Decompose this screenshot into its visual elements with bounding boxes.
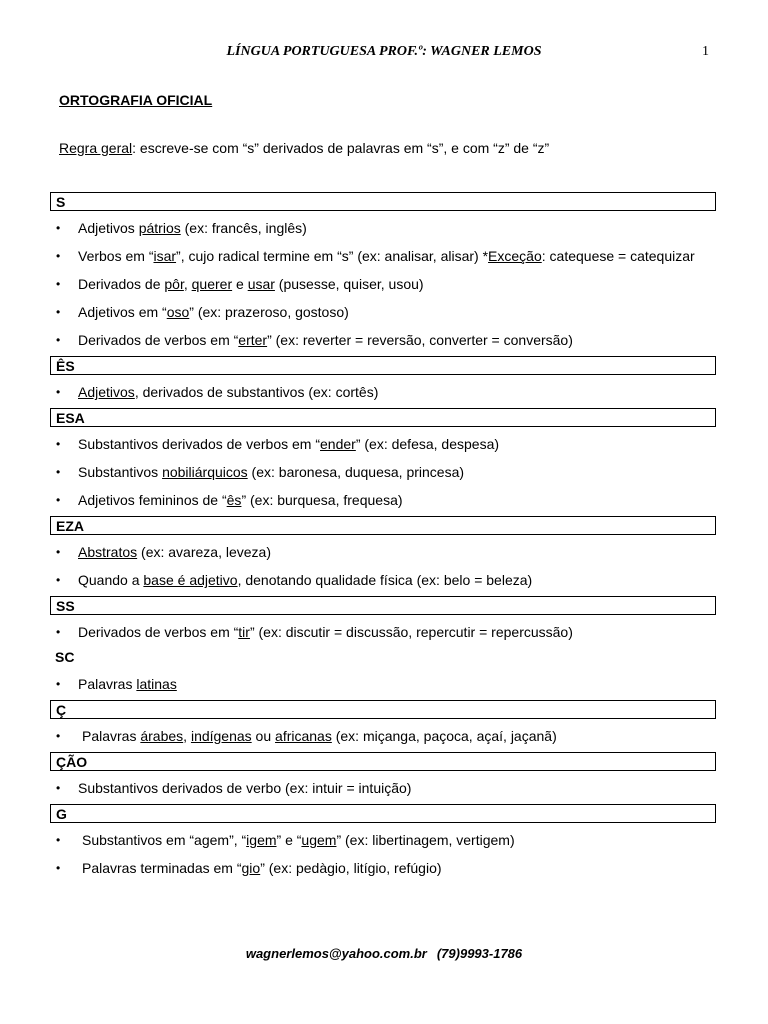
bullet-icon: • xyxy=(56,493,61,507)
bullet-icon: • xyxy=(56,385,61,399)
header-title: LÍNGUA PORTUGUESA PROF.º: WAGNER LEMOS xyxy=(226,44,542,59)
section-heading-g: G xyxy=(50,804,716,823)
footer-phone: (79)9993-1786 xyxy=(436,946,523,961)
section-heading-cao: ÇÃO xyxy=(50,752,716,771)
list-item: • Palavras árabes, indígenas ou africanas (ex: miçanga, paçoca, açaí, jaçanã) xyxy=(50,724,716,749)
list-item: • Adjetivos femininos de “ês” (ex: burquesa, frequesa) xyxy=(50,488,716,513)
list-item: • Palavras latinas xyxy=(50,672,716,697)
bullet-icon: • xyxy=(56,625,61,639)
section-heading-sc: SC xyxy=(55,649,75,665)
bullet-icon: • xyxy=(56,573,61,587)
bullet-icon: • xyxy=(56,833,61,847)
bullet-icon: • xyxy=(56,221,61,235)
section-heading-esa: ESA xyxy=(50,408,716,427)
rule-text: : escreve-se com “s” derivados de palavras em “s”, e com “z” de “z” xyxy=(132,140,550,156)
section-heading-es: ÊS xyxy=(50,356,716,375)
list-item: • Substantivos nobiliárquicos (ex: baronesa, duquesa, princesa) xyxy=(50,460,716,485)
footer-email[interactable]: wagnerlemos@yahoo.com.br xyxy=(245,946,427,961)
page-number: 1 xyxy=(702,44,709,59)
document-title: ORTOGRAFIA OFICIAL xyxy=(59,92,213,108)
list-item: • Adjetivos em “oso” (ex: prazeroso, gostoso) xyxy=(50,300,716,325)
bullet-icon: • xyxy=(56,861,61,875)
bullet-icon: • xyxy=(56,781,61,795)
section-heading-c-cedilla: Ç xyxy=(50,700,716,719)
general-rule xyxy=(59,140,549,156)
section-heading-ss: SS xyxy=(50,596,716,615)
list-item: • Derivados de pôr, querer e usar (pusesse, quiser, usou) xyxy=(50,272,716,297)
bullet-icon: • xyxy=(56,465,61,479)
bullet-icon: • xyxy=(56,333,61,347)
list-item: • Abstratos (ex: avareza, leveza) xyxy=(50,540,716,565)
list-item: • Quando a base é adjetivo, denotando qualidade física (ex: belo = beleza) xyxy=(50,568,716,593)
list-item: • Adjetivos, derivados de substantivos (ex: cortês) xyxy=(50,380,716,405)
list-item: • Verbos em “isar”, cujo radical termine em “s” (ex: analisar, alisar) *Exceção: catequese = catequizar xyxy=(50,244,716,269)
list-item: • Derivados de verbos em “erter” (ex: reverter = reversão, converter = conversão) xyxy=(50,328,716,353)
list-item: • Substantivos em “agem”, “igem” e “ugem” (ex: libertinagem, vertigem) xyxy=(50,828,716,853)
rule-label: Regra geral xyxy=(59,140,133,156)
bullet-icon: • xyxy=(56,277,61,291)
section-heading-eza: EZA xyxy=(50,516,716,535)
list-item: • Palavras terminadas em “gio” (ex: pedàgio, litígio, refúgio) xyxy=(50,856,716,881)
bullet-icon: • xyxy=(56,249,61,263)
list-item: • Substantivos derivados de verbo (ex: intuir = intuição) xyxy=(50,776,716,801)
section-heading-s: S xyxy=(50,192,716,211)
bullet-icon: • xyxy=(56,677,61,691)
list-item: • Derivados de verbos em “tir” (ex: discutir = discussão, repercutir = repercussão) xyxy=(50,620,716,645)
footer-contact xyxy=(0,946,768,961)
bullet-icon: • xyxy=(56,545,61,559)
list-item: • Substantivos derivados de verbos em “ender” (ex: defesa, despesa) xyxy=(50,432,716,457)
bullet-icon: • xyxy=(56,437,61,451)
rules-content xyxy=(50,192,716,884)
list-item: • Adjetivos pátrios (ex: francês, inglês) xyxy=(50,216,716,241)
bullet-icon: • xyxy=(56,305,61,319)
bullet-icon: • xyxy=(56,729,61,743)
